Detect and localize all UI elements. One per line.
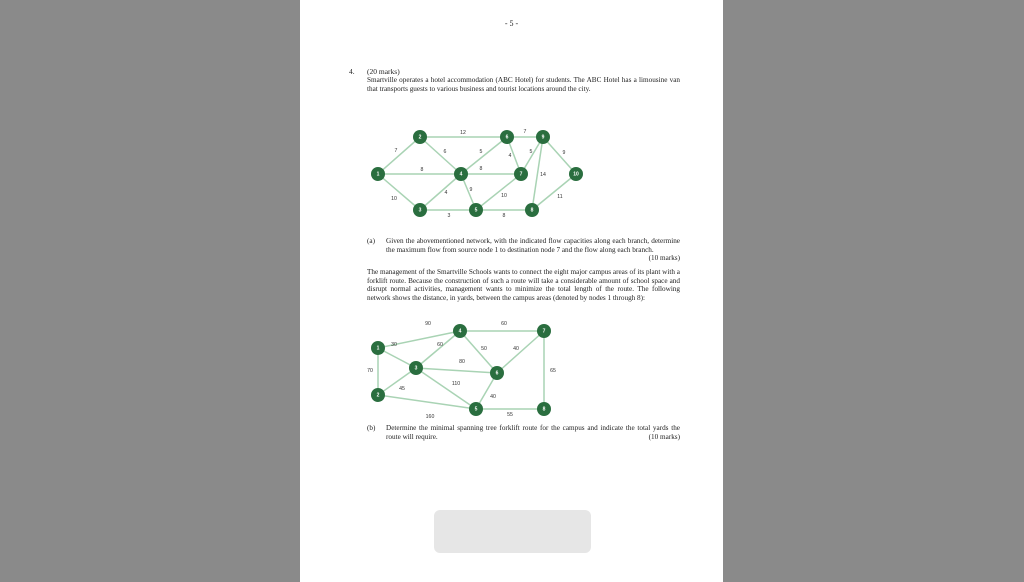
svg-text:2: 2 <box>418 134 422 141</box>
net2-edge-label-1-3: 30 <box>391 342 397 348</box>
net1-edge-label-6-7: 4 <box>508 153 512 159</box>
net2-edge-label-4-3: 60 <box>437 342 443 348</box>
page-number: - 5 - <box>504 19 519 28</box>
net1-edge-3-4 <box>420 174 461 210</box>
net1-edge-label-5-8: 8 <box>502 213 506 219</box>
net2-edge-label-4-6: 50 <box>481 346 487 352</box>
svg-text:6: 6 <box>505 134 509 141</box>
svg-text:1: 1 <box>376 345 380 352</box>
net1-node-5 <box>469 203 483 217</box>
net2-edge-label-3-2: 45 <box>399 386 405 392</box>
svg-text:7: 7 <box>519 171 523 178</box>
net1-edge-5-7 <box>476 174 521 210</box>
spanning-tree-network-diagram <box>367 318 567 423</box>
net1-node-4 <box>454 167 468 181</box>
net1-edge-label-8-10: 11 <box>557 194 563 200</box>
svg-text:4: 4 <box>458 328 462 335</box>
net1-node-7 <box>514 167 528 181</box>
part-b-marks: (10 marks) <box>648 432 680 441</box>
net1-node-1 <box>371 167 385 181</box>
document-page <box>300 0 723 582</box>
net1-edge-label-5-7: 10 <box>501 193 507 199</box>
net2-node-4 <box>453 324 467 338</box>
net2-edge-label-1-2: 70 <box>367 368 373 374</box>
net2-edge-label-6-7: 40 <box>513 346 519 352</box>
net1-edge-label-9-7: 5 <box>529 149 533 155</box>
net2-edge-6-7 <box>497 331 544 373</box>
net2-node-2 <box>371 388 385 402</box>
net1-edge-1-3 <box>378 174 420 210</box>
management-paragraph: The management of the Smartville Schools wants to connect the eight major campus areas of its plant with a forklift route. Because the construction of such a route will take a considerable amount of school space and disrupt normal activities, management wants to minimize the total length of the route. The following network shows the distance, in yards, between the campus areas (denoted by nodes 1 through 8): <box>367 268 680 302</box>
net1-edge-1-2 <box>378 137 420 174</box>
net1-edge-4-6 <box>461 137 507 174</box>
net1-edge-8-10 <box>532 174 576 210</box>
svg-text:4: 4 <box>459 171 463 178</box>
svg-text:6: 6 <box>495 370 499 377</box>
net2-edge-label-3-5: 110 <box>451 381 461 387</box>
net1-node-3 <box>413 203 427 217</box>
net2-edge-3-6 <box>416 368 497 373</box>
net1-edge-label-1-4: 8 <box>420 167 424 173</box>
net2-edge-label-1-4: 90 <box>425 321 431 327</box>
part-a-label: (a) <box>367 237 375 245</box>
net1-edge-label-4-7: 8 <box>479 166 483 172</box>
net1-edge-label-2-6: 12 <box>460 130 466 136</box>
net1-node-10 <box>569 167 583 181</box>
net2-edge-4-3 <box>416 331 460 368</box>
net1-edge-9-10 <box>543 137 576 174</box>
svg-text:5: 5 <box>474 406 478 413</box>
part-a-marks: (10 marks) <box>648 254 680 263</box>
net1-edge-label-1-3: 10 <box>391 196 397 202</box>
flow-network-diagram <box>367 125 597 225</box>
svg-text:5: 5 <box>474 207 478 214</box>
svg-text:2: 2 <box>376 392 380 399</box>
net2-edge-3-5 <box>416 368 476 409</box>
net2-node-3 <box>409 361 423 375</box>
net1-node-6 <box>500 130 514 144</box>
net2-edge-label-3-6: 80 <box>459 359 465 365</box>
net2-edge-label-4-7: 60 <box>501 321 507 327</box>
net1-edge-label-4-5: 9 <box>469 187 473 193</box>
part-b <box>367 424 680 441</box>
net2-node-7 <box>537 324 551 338</box>
net1-edge-label-3-4: 4 <box>444 190 448 196</box>
net2-node-5 <box>469 402 483 416</box>
question-heading <box>349 67 400 76</box>
question-intro: Smartville operates a hotel accommodation (ABC Hotel) for students. The ABC Hotel has a limousine van that transports guests to various business and tourist locations around the city. <box>367 76 680 93</box>
net2-edge-4-6 <box>460 331 497 373</box>
net2-edge-2-5 <box>378 395 476 409</box>
part-a <box>367 237 680 263</box>
net2-node-6 <box>490 366 504 380</box>
part-b-text: Determine the minimal spanning tree forklift route for the campus and indicate the total yards the route will require. <box>386 424 680 441</box>
part-b-label: (b) <box>367 424 376 432</box>
question-marks: (20 marks) <box>367 67 400 76</box>
svg-text:10: 10 <box>573 171 579 178</box>
net2-node-1 <box>371 341 385 355</box>
net1-edge-label-4-6: 5 <box>479 149 483 155</box>
svg-text:9: 9 <box>541 134 545 141</box>
net2-edge-label-2-5: 160 <box>425 414 435 420</box>
net2-edge-label-5-8: 55 <box>507 412 513 418</box>
net1-edge-label-2-4: 6 <box>443 149 447 155</box>
net1-edge-label-3-5: 3 <box>447 213 451 219</box>
net1-edge-label-9-8: 14 <box>540 172 546 178</box>
svg-text:8: 8 <box>530 207 534 214</box>
part-a-text: Given the abovementioned network, with the indicated flow capacities along each branch, determine the maximum flow from source node 1 to destination node 7 and the flow along each branch. <box>386 237 680 254</box>
question-number: 4. <box>349 67 355 76</box>
net2-edge-label-7-8: 65 <box>550 368 556 374</box>
svg-text:8: 8 <box>542 406 546 413</box>
net1-node-9 <box>536 130 550 144</box>
svg-text:3: 3 <box>418 207 422 214</box>
net1-edge-label-6-9: 7 <box>523 129 527 135</box>
net1-node-8 <box>525 203 539 217</box>
net2-node-8 <box>537 402 551 416</box>
svg-text:7: 7 <box>542 328 546 335</box>
net1-edge-label-9-10: 9 <box>562 150 566 156</box>
net2-edge-label-6-5: 40 <box>490 394 496 400</box>
blurred-overlay-box[interactable] <box>434 510 591 553</box>
net1-edge-label-1-2: 7 <box>394 148 398 154</box>
svg-text:1: 1 <box>376 171 380 178</box>
net1-edge-2-4 <box>420 137 461 174</box>
svg-text:3: 3 <box>414 365 418 372</box>
net1-node-2 <box>413 130 427 144</box>
